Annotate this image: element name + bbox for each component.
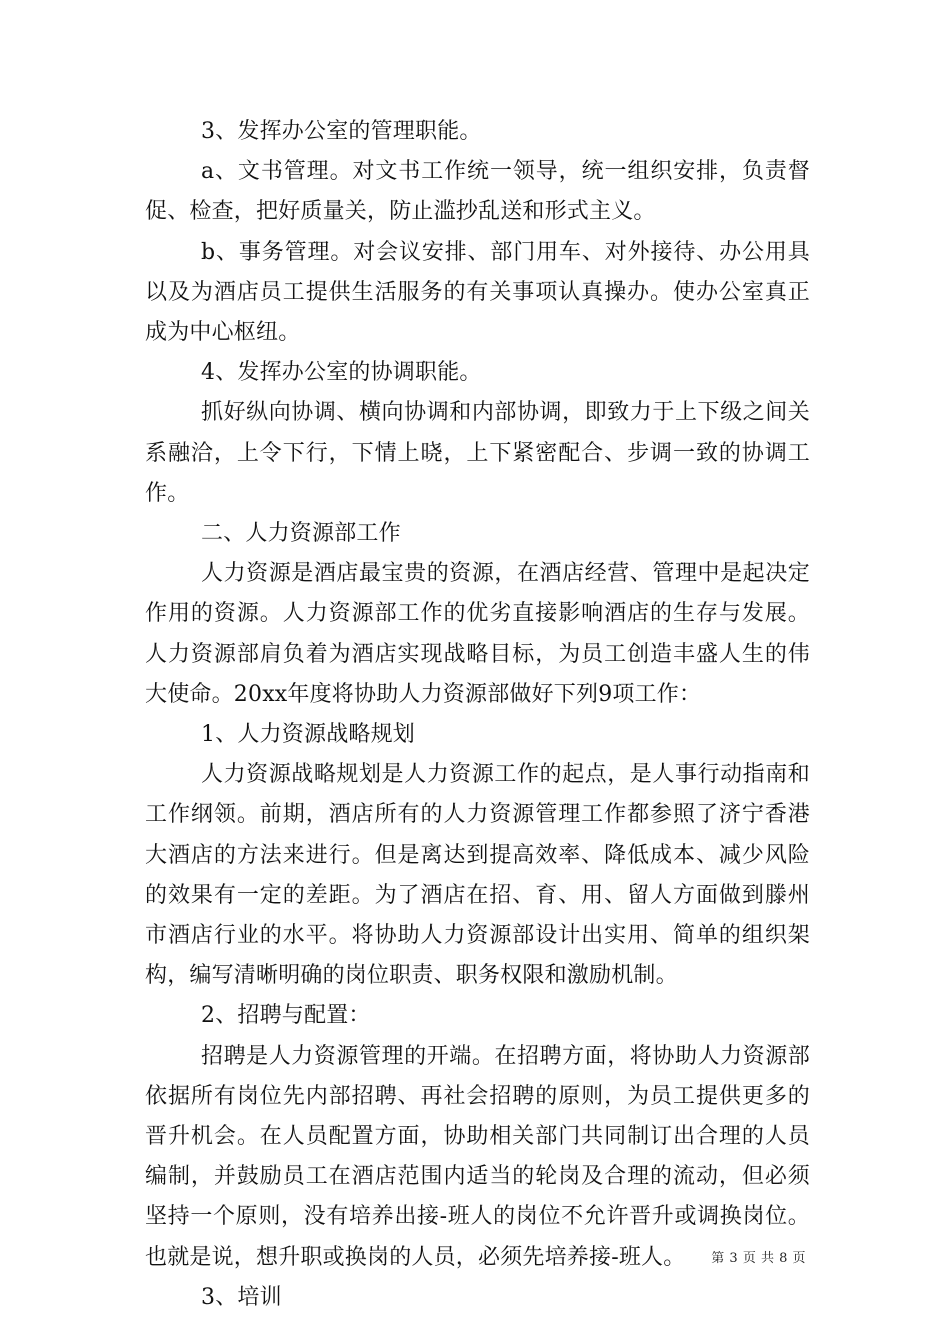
- paragraph-affairs-management: b、事务管理。对会议安排、部门用车、对外接待、办公用具以及为酒店员工提供生活服务的有关事项认真操办。使办公室真正成为中心枢纽。: [145, 239, 810, 346]
- section-heading-hr: 二、人力资源部工作: [201, 521, 401, 547]
- document-body: [145, 112, 810, 1318]
- paragraph-hr-strategy: 人力资源战略规划是人力资源工作的起点，是人事行动指南和工作纲领。前期，酒店所有的人力资源管理工作都参照了济宁香港大酒店的方法来进行。但是离达到提高效率、降低成本、减少风险的效果有一定的差距。为了酒店在招、育、用、留人方面做到滕州市酒店行业的水平。将协助人力资源部设计出实用、简单的组织架构，编写清晰明确的岗位职责、职务权限和激励机制。: [145, 762, 810, 989]
- paragraph-hr-intro: 人力资源是酒店最宝贵的资源，在酒店经营、管理中是起决定作用的资源。人力资源部工作的优劣直接影响酒店的生存与发展。人力资源部肩负着为酒店实现战略目标，为员工创造丰盛人生的伟大使命。20xx年度将协助人力资源部做好下列9项工作：: [145, 561, 810, 707]
- section-heading-training: 3、培训: [201, 1284, 282, 1310]
- section-heading-recruitment: 2、招聘与配置：: [201, 1003, 371, 1029]
- section-heading-office-management: 3、发挥办公室的管理职能。: [201, 119, 482, 144]
- paragraph-document-management: a、文书管理。对文书工作统一领导，统一组织安排，负责督促、检查，把好质量关，防止滥抄乱送和形式主义。: [145, 159, 810, 225]
- section-heading-office-coordination: 4、发挥办公室的协调职能。: [201, 360, 482, 386]
- page-number-label: 第 3 页 共 8 页: [711, 1251, 806, 1266]
- paragraph-coordination: 抓好纵向协调、横向协调和内部协调，即致力于上下级之间关系融洽，上令下行，下情上晓，上下紧密配合、步调一致的协调工作。: [145, 400, 810, 506]
- page-number-footer: [711, 1247, 806, 1266]
- section-heading-hr-strategy: 1、人力资源战略规划: [201, 722, 415, 748]
- paragraph-recruitment: 招聘是人力资源管理的开端。在招聘方面，将协助人力资源部依据所有岗位先内部招聘、再社会招聘的原则，为员工提供更多的晋升机会。在人员配置方面，协助相关部门共同制订出合理的人员编制，并鼓励员工在酒店范围内适当的轮岗及合理的流动，但必须坚持一个原则，没有培养出接-班人的岗位不允许晋升或调换岗位。也就是说，想升职或换岗的人员，必须先培养接-班人。: [145, 1043, 810, 1270]
